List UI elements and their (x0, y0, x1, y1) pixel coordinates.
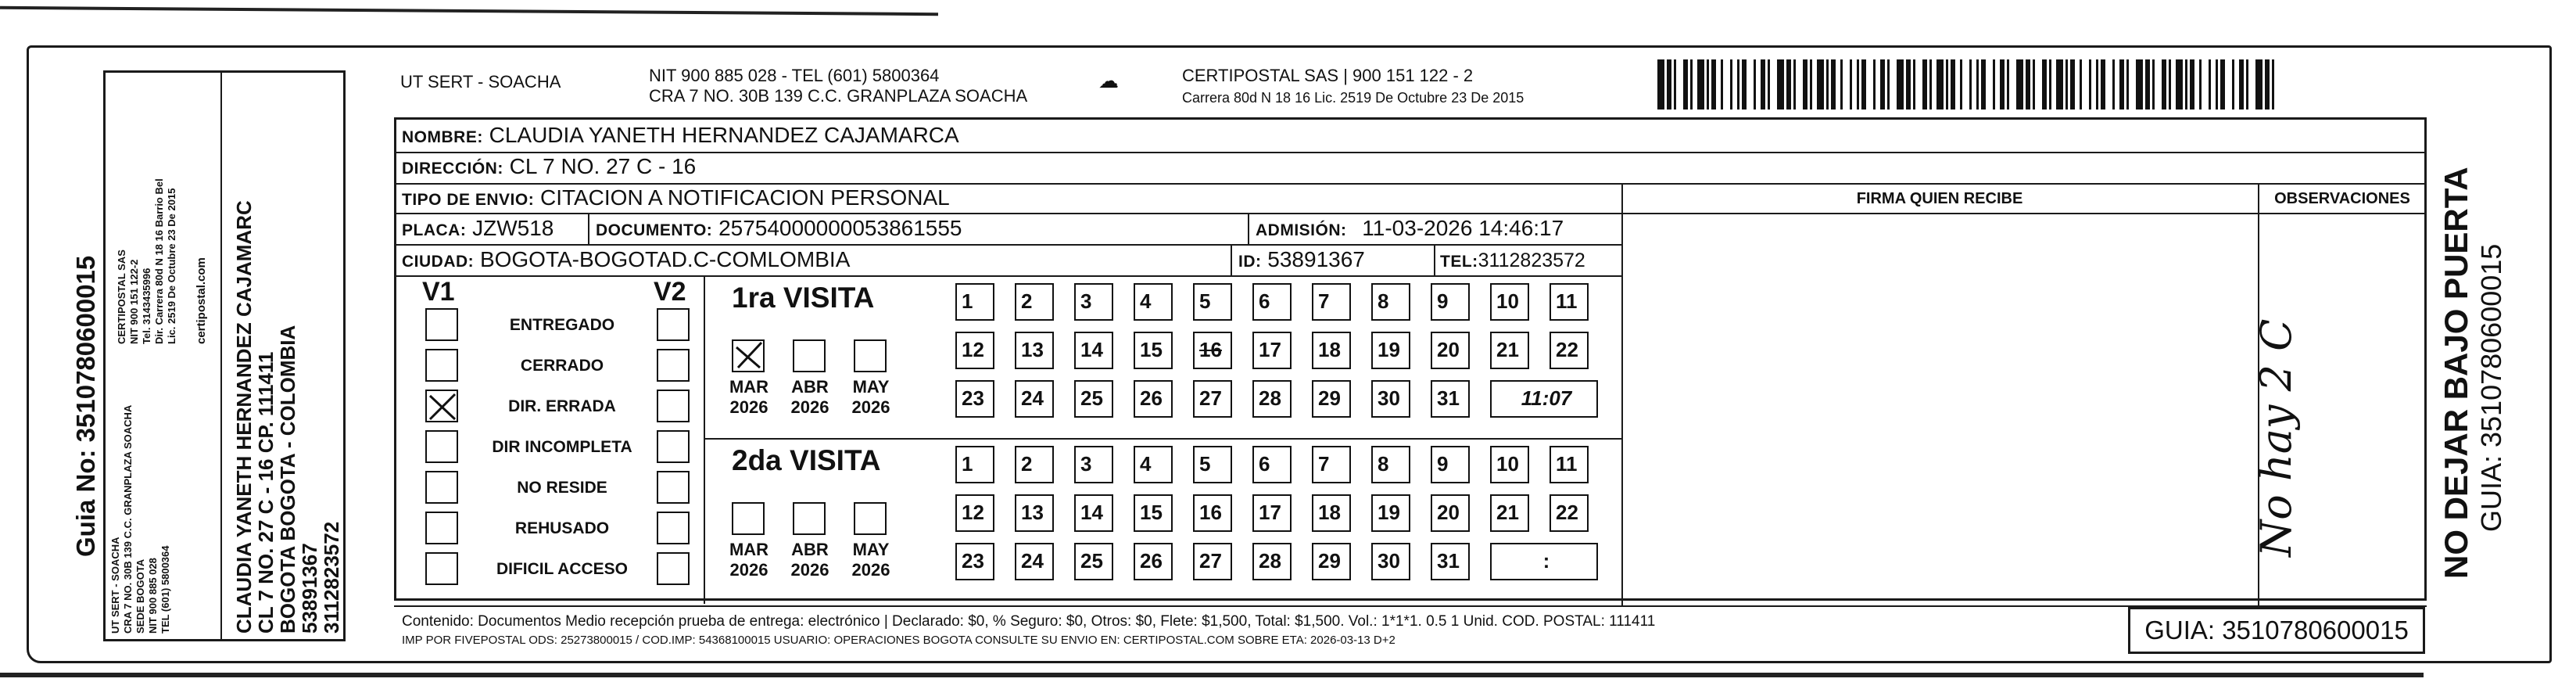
month-checkbox[interactable] (793, 339, 826, 372)
granplaza-logo-icon: ☁ (1098, 69, 1119, 92)
day-box[interactable]: 20 (1431, 494, 1470, 532)
v2-checkbox[interactable] (657, 552, 690, 585)
placa-field (402, 215, 554, 244)
check-mark-icon (427, 391, 458, 422)
day-box[interactable]: 11 (1550, 283, 1589, 321)
month-year: 2026 (851, 397, 890, 417)
day-box[interactable]: 24 (1015, 543, 1054, 580)
day-box[interactable]: 5 (1193, 446, 1232, 483)
month-checkbox[interactable] (854, 339, 887, 372)
day-box[interactable]: 25 (1074, 543, 1113, 580)
barcode (1657, 59, 2289, 110)
day-box[interactable]: 16 (1193, 332, 1232, 369)
documento-label: DOCUMENTO: (596, 221, 713, 239)
month-year: 2026 (790, 560, 829, 580)
day-box[interactable]: 7 (1312, 283, 1351, 321)
row-line (394, 275, 1623, 277)
status-label: DIR. ERRADA (508, 397, 616, 415)
tel-field (1440, 247, 1585, 275)
day-box[interactable]: 4 (1134, 446, 1173, 483)
day-box[interactable]: 30 (1371, 543, 1410, 580)
day-box[interactable]: 15 (1134, 494, 1173, 532)
month-name: MAR (729, 540, 769, 559)
admision-divider (1248, 213, 1249, 244)
v2-checkbox[interactable] (657, 390, 690, 422)
v1-checkbox[interactable] (425, 512, 458, 544)
month-year: 2026 (790, 397, 829, 417)
day-box[interactable]: 2 (1015, 446, 1054, 483)
right-instruction: NO DEJAR BAJO PUERTA (2438, 167, 2474, 579)
stub-sender (109, 405, 172, 634)
day-box[interactable]: 28 (1252, 380, 1292, 418)
stub-sender-line: UT SERT - SOACHA (109, 537, 121, 634)
stub-carrier-line: Dir. Carrera 80d N 18 16 Barrio Bel (153, 178, 165, 344)
barcode-bar (2035, 59, 2042, 110)
v1-label: V1 (422, 277, 455, 307)
tipo-envio-field (402, 185, 950, 214)
tel-label: TEL: (1440, 253, 1478, 271)
month-checkbox[interactable] (793, 502, 826, 535)
day-box[interactable]: 22 (1550, 494, 1589, 532)
stub-website: certipostal.com (195, 257, 208, 344)
month-checkbox[interactable] (732, 339, 765, 372)
documento-field (596, 215, 962, 244)
time-box[interactable]: 11:07 (1490, 380, 1598, 418)
month-checkbox[interactable] (732, 502, 765, 535)
barcode-bar (1915, 59, 1922, 110)
barcode-bar (2082, 59, 2089, 110)
month-label (847, 540, 894, 580)
day-box[interactable]: 14 (1074, 494, 1113, 532)
day-box[interactable]: 5 (1193, 283, 1232, 321)
barcode-bar (2155, 59, 2162, 110)
month-label (847, 377, 894, 418)
day-box[interactable]: 8 (1371, 283, 1410, 321)
documento-divider (588, 213, 589, 244)
header-sender-name: UT SERT - SOACHA (400, 72, 561, 92)
barcode-bar (2225, 59, 2232, 110)
footer-line-1: Contenido: Documentos Medio recepción prueba de entrega: electrónico | Declarado: $0, % Seguro: $0, Otros: $0, Flete: $1,500, Total: $1,500. Vol.: 1*1*1. 0.5 1 Unid. COD. POSTAL: 111411 (402, 613, 1656, 630)
month-year: 2026 (729, 560, 769, 580)
id-field (1238, 246, 1365, 275)
day-box[interactable]: 28 (1252, 543, 1292, 580)
v2-checkbox[interactable] (657, 349, 690, 382)
admision-value: 11-03-2026 14:46:17 (1362, 216, 1564, 240)
status-label: DIFICIL ACCESO (496, 560, 628, 578)
barcode-bar (1936, 59, 1944, 110)
v2-checkbox[interactable] (657, 430, 690, 463)
ciudad-field (402, 246, 850, 275)
time-box[interactable]: : (1490, 543, 1598, 580)
stub-guia-number: Guia No: 3510780600015 (71, 255, 100, 557)
day-box[interactable]: 22 (1550, 332, 1589, 369)
day-box[interactable]: 8 (1371, 446, 1410, 483)
observaciones-header: OBSERVACIONES (2274, 190, 2410, 207)
barcode-bar (1817, 59, 1824, 110)
second-visit-title: 2da VISITA (732, 444, 881, 476)
month-name: ABR (791, 377, 829, 397)
barcode-bar (1890, 59, 1897, 110)
stub-recipient-line: CL 7 NO. 27 C - 16 CP. 111411 (254, 351, 278, 634)
month-year: 2026 (851, 560, 890, 580)
month-name: ABR (791, 540, 829, 559)
day-box[interactable]: 10 (1490, 283, 1529, 321)
day-box[interactable]: 21 (1490, 494, 1529, 532)
day-box[interactable]: 2 (1015, 283, 1054, 321)
barcode-bar (1676, 59, 1683, 110)
v1-checkbox[interactable] (425, 471, 458, 504)
day-box[interactable]: 9 (1431, 446, 1470, 483)
barcode-bar (2248, 59, 2255, 110)
day-box[interactable]: 20 (1431, 332, 1470, 369)
month-label (786, 377, 833, 418)
barcode-bar (1697, 59, 1704, 110)
day-box[interactable]: 18 (1312, 332, 1351, 369)
observaciones-note: No hay 2 C (2252, 318, 2301, 557)
stub-sender-line: CRA 7 NO. 30B 139 C.C. GRANPLAZA SOACHA (122, 404, 134, 634)
day-box[interactable]: 9 (1431, 283, 1470, 321)
v2-label: V2 (654, 277, 686, 307)
stub-recipient (233, 200, 342, 634)
stub-sender-line: NIT 900 885 028 (147, 558, 159, 634)
day-box[interactable]: 13 (1015, 494, 1054, 532)
status-divider (704, 275, 705, 604)
tipo-envio-value: CITACION A NOTIFICACION PERSONAL (539, 185, 950, 210)
day-box[interactable]: 23 (955, 380, 994, 418)
day-box[interactable]: 16 (1193, 494, 1232, 532)
tel-value: 3112823572 (1478, 250, 1585, 271)
day-box[interactable]: 27 (1193, 543, 1232, 580)
v1-checkbox[interactable] (425, 308, 458, 341)
barcode-bar (1986, 59, 1993, 110)
barcode-bar (1796, 59, 1803, 110)
v2-checkbox[interactable] (657, 512, 690, 544)
placa-value: JZW518 (472, 216, 554, 240)
barcode-bar (1723, 59, 1730, 110)
day-box[interactable]: 25 (1074, 380, 1113, 418)
id-value: 53891367 (1267, 247, 1365, 271)
barcode-bar (1897, 59, 1904, 110)
tipo-envio-label: TIPO DE ENVIO: (402, 191, 535, 209)
barcode-bar (2255, 59, 2263, 110)
month-name: MAY (852, 377, 890, 397)
top-edge (0, 6, 938, 16)
footer-line (394, 605, 2427, 607)
bottom-edge (0, 673, 2424, 677)
day-box[interactable]: 26 (1134, 380, 1173, 418)
ciudad-label: CIUDAD: (402, 253, 475, 271)
barcode-bar (2136, 59, 2143, 110)
day-box[interactable]: 3 (1074, 283, 1113, 321)
barcode-bar (1843, 59, 1850, 110)
v2-checkbox[interactable] (657, 471, 690, 504)
firma-divider (1621, 183, 1623, 605)
firma-header: FIRMA QUIEN RECIBE (1856, 190, 2023, 207)
day-box[interactable]: 15 (1134, 332, 1173, 369)
v2-checkbox[interactable] (657, 308, 690, 341)
header-sender-nit: NIT 900 885 028 - TEL (601) 5800364 (649, 66, 940, 85)
stub-carrier-line: Tel. 3143435996 (141, 268, 152, 344)
status-label: CERRADO (520, 357, 604, 375)
day-box[interactable]: 1 (955, 446, 994, 483)
day-box[interactable]: 21 (1490, 332, 1529, 369)
header-sender-address: CRA 7 NO. 30B 139 C.C. GRANPLAZA SOACHA (649, 86, 1028, 106)
visit-divider (704, 438, 1621, 440)
id-label: ID: (1238, 253, 1262, 271)
row-line (394, 152, 2427, 153)
nombre-field (402, 122, 959, 151)
month-label (786, 540, 833, 580)
day-box[interactable]: 1 (955, 283, 994, 321)
barcode-bar (2176, 59, 2183, 110)
header-carrier-address: Carrera 80d N 18 16 Lic. 2519 De Octubre 23 De 2015 (1182, 90, 1524, 106)
footer-guia: GUIA: 3510780600015 (2128, 607, 2425, 654)
month-year: 2026 (729, 397, 769, 417)
barcode-bar (2056, 59, 2063, 110)
stub-divider (220, 70, 222, 641)
day-box[interactable]: 30 (1371, 380, 1410, 418)
day-box[interactable]: 27 (1193, 380, 1232, 418)
month-name: MAY (852, 540, 890, 559)
barcode-bar (2129, 59, 2136, 110)
direccion-field (402, 153, 696, 182)
row-line (394, 244, 1623, 246)
day-box[interactable]: 12 (955, 494, 994, 532)
stub-recipient-line: CLAUDIA YANETH HERNANDEZ CAJAMARC (232, 200, 256, 634)
stub-carrier-line: NIT 900 151 122-2 (128, 259, 140, 344)
footer-line-2: IMP POR FIVEPOSTAL ODS: 25273800015 / COD.IMP: 54368100015 USUARIO: OPERACIONES BOGOTA CONSULTE SU ENVIO EN: CERTIPOSTAL.COM SOBRE ETA: 2026-03-13 D+2 (402, 634, 1395, 647)
status-label: DIR INCOMPLETA (492, 438, 632, 456)
month-name: MAR (729, 377, 769, 397)
day-box[interactable]: 6 (1252, 446, 1292, 483)
day-box[interactable]: 29 (1312, 380, 1351, 418)
check-mark-icon (733, 341, 765, 372)
barcode-bar (2016, 59, 2023, 110)
v1-checkbox[interactable] (425, 349, 458, 382)
stub-carrier-line: Lic. 2519 De Octubre 23 De 2015 (166, 188, 177, 344)
barcode-bar (1777, 59, 1784, 110)
v1-checkbox[interactable] (425, 390, 458, 422)
month-label (726, 540, 772, 580)
direccion-label: DIRECCIÓN: (402, 160, 503, 178)
stub-recipient-line: 53891367 (298, 543, 321, 634)
barcode-bar (1747, 59, 1754, 110)
firma-header-line (1621, 213, 2427, 214)
stub-recipient-line: 3112823572 (320, 521, 343, 634)
day-box[interactable]: 31 (1431, 543, 1470, 580)
barcode-bar (1866, 59, 1873, 110)
day-box[interactable]: 13 (1015, 332, 1054, 369)
day-box[interactable]: 18 (1312, 494, 1351, 532)
tel-divider (1434, 244, 1435, 275)
day-box[interactable]: 12 (955, 332, 994, 369)
header-carrier-name: CERTIPOSTAL SAS | 900 151 122 - 2 (1182, 66, 1474, 85)
day-box[interactable]: 24 (1015, 380, 1054, 418)
v1-checkbox[interactable] (425, 430, 458, 463)
right-guia: GUIA: 3510780600015 (2475, 243, 2507, 532)
day-box[interactable]: 31 (1431, 380, 1470, 418)
day-box[interactable]: 17 (1252, 332, 1292, 369)
day-box[interactable]: 14 (1074, 332, 1113, 369)
admision-field (1256, 215, 1564, 244)
ciudad-value: BOGOTA-BOGOTAD.C-COMLOMBIA (479, 247, 851, 271)
stub-carrier (116, 178, 178, 344)
day-box[interactable]: 7 (1312, 446, 1351, 483)
status-label: REHUSADO (514, 519, 610, 537)
day-box[interactable]: 17 (1252, 494, 1292, 532)
stub-sender-line: SEDE BOGOTA (134, 558, 146, 634)
stub-sender-line: TEL (601) 5800364 (159, 545, 171, 634)
day-box[interactable]: 29 (1312, 543, 1351, 580)
day-box[interactable]: 6 (1252, 283, 1292, 321)
id-divider (1231, 244, 1232, 275)
nombre-label: NOMBRE: (402, 128, 483, 146)
barcode-bar (2202, 59, 2209, 110)
first-visit-title: 1ra VISITA (732, 282, 875, 314)
status-label: ENTREGADO (509, 316, 615, 334)
admision-label: ADMISIÓN: (1256, 221, 1347, 239)
month-checkbox[interactable] (854, 502, 887, 535)
status-label: NO RESIDE (517, 479, 607, 497)
documento-value: 25754000000053861555 (718, 216, 962, 240)
barcode-bar (1962, 59, 1969, 110)
day-box[interactable]: 4 (1134, 283, 1173, 321)
stub-carrier-line: CERTIPOSTAL SAS (116, 250, 127, 344)
day-box[interactable]: 19 (1371, 332, 1410, 369)
day-box[interactable]: 11 (1550, 446, 1589, 483)
v1-checkbox[interactable] (425, 552, 458, 585)
barcode-bar (2105, 59, 2112, 110)
barcode-bar (1657, 59, 1664, 110)
barcode-bar (1770, 59, 1777, 110)
day-box[interactable]: 23 (955, 543, 994, 580)
direccion-value: CL 7 NO. 27 C - 16 (509, 154, 697, 178)
day-box[interactable]: 19 (1371, 494, 1410, 532)
barcode-bar (2009, 59, 2016, 110)
stub-recipient-line: BOGOTA BOGOTA - COLOMBIA (276, 325, 299, 634)
day-box[interactable]: 26 (1134, 543, 1173, 580)
barcode-bar (2274, 59, 2281, 110)
nombre-value: CLAUDIA YANETH HERNANDEZ CAJAMARCA (489, 123, 959, 147)
month-label (726, 377, 772, 418)
day-box[interactable]: 10 (1490, 446, 1529, 483)
day-box[interactable]: 3 (1074, 446, 1113, 483)
placa-label: PLACA: (402, 221, 467, 239)
